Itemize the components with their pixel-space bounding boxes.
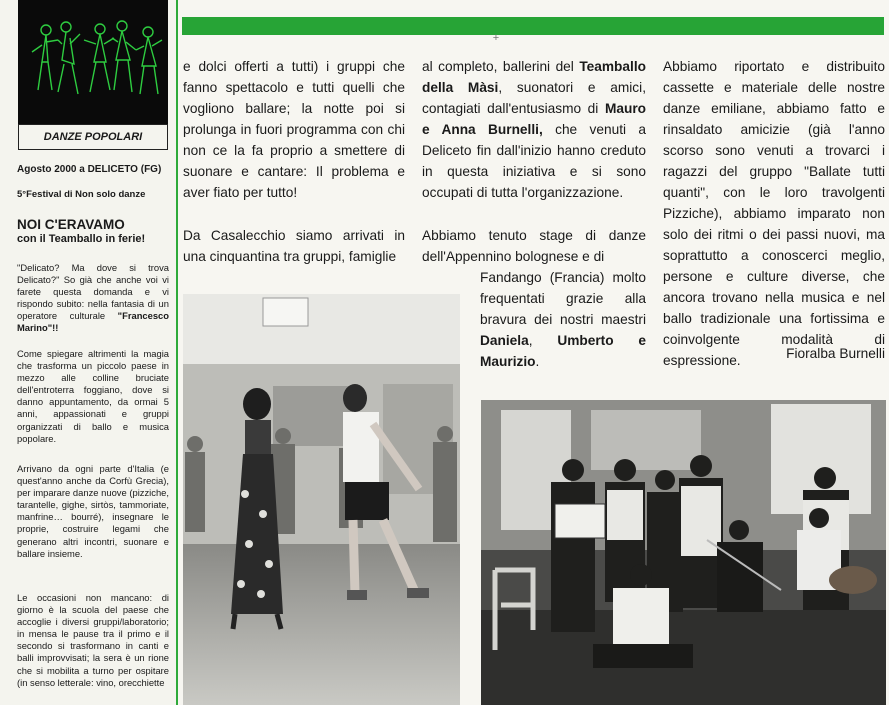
sidebar-divider xyxy=(176,0,178,705)
sidebar-paragraph-1-text: "Delicato? Ma dove si trova Delicato?" So già che anche voi vi farete questa domanda e vi rispondo subito: nella fantasia di un operatore culturale xyxy=(17,262,169,322)
column2-p1-part-a: al completo, ballerini del xyxy=(422,59,580,74)
column2-paragraph-1 xyxy=(422,56,646,203)
sidebar-paragraph-2: Come spiegare altrimenti la magia che trasforma un piccolo paese in mezzo alle colline bruciate dell'entroterra foggiano, dove si danno appuntamento, da ormai 5 anni, appassionati e gruppi organizzati di ballo e musica popolare. xyxy=(17,348,169,444)
column2-p2-teacher-2: Umberto xyxy=(557,333,614,348)
column2-p2-sep-1: , xyxy=(528,333,558,348)
section-label: DANZE POPOLARI xyxy=(18,124,168,150)
article-subheadline: con il Teamballo in ferie! xyxy=(17,233,146,245)
sidebar-paragraph-1 xyxy=(17,262,169,335)
column2-p1-group-name: Teamballo della Màsi xyxy=(422,59,646,95)
column2-p2-end: . xyxy=(535,354,540,369)
column2-paragraph-2-bottom xyxy=(480,267,646,372)
column2-p1-part-e: che venuti a Deliceto fin dall'inizio hanno creduto in questa iniziativa e si sono occupati di tutta l'organizzazione. xyxy=(422,122,646,200)
dancing-couples-logo-icon xyxy=(18,0,168,124)
column2-p1-organizers: Mauro e Anna Burnelli, xyxy=(422,101,646,137)
article-headline: NOI C'ERAVAMO xyxy=(17,217,125,232)
sidebar-paragraph-1-name: "Francesco Marino"!! xyxy=(17,310,169,334)
musicians-group-photo-icon xyxy=(481,400,886,705)
registration-mark: + xyxy=(492,32,500,44)
column3-paragraph-1: Abbiamo riportato e distribuito cassette e materiale delle nostre danze emiliane, abbiamo fatto e rinsaldato amicizie (già l'anno scorso sono venuti a trovarci i ragazzi del gruppo "Ballate tutti quanti", con le loro travolgenti Pizziche), abbiamo imparato non solo dei ritmi o dei passi nuovi, ma soprattutto a conoscerci meglio, persone e culture diverse, che ancora trovano nella musica e nel ballo tradizionale una fortissima e coinvolgente modalità di espressione. xyxy=(663,59,885,368)
column2-p2-part-b: Fandango (Francia) molto frequentati grazie alla bravura dei nostri maestri xyxy=(480,270,646,327)
date-line: Agosto 2000 a DELICETO (FG) xyxy=(17,164,162,175)
sidebar-paragraph-4: Le occasioni non mancano: di giorno è la scuola del paese che accoglie i diversi gruppi/laboratorio; in mensa le pause tra il primo e il secondo si trasformano in canti e balli improvvisati; la sera è un rione che si mobilita a turno per ospitare (in senso letterale: vino, orecchiette xyxy=(17,592,169,688)
sidebar-paragraph-3: Arrivano da ogni parte d'Italia (e quest'anno anche da Corfù Grecia), per imparare danze nuove (pizziche, tarantelle, gighe, sirtòs, tammoriate, manfrine… bourré), insegnare le proprie, costruire legami che generano altri incontri, suonare e ballare insieme. xyxy=(17,463,169,559)
author-signature: Fioralba Burnelli xyxy=(786,346,885,361)
column2-paragraph-2-top: Abbiamo tenuto stage di danze dell'Appennino bolognese e di xyxy=(422,228,646,264)
festival-line: 5°Festival di Non solo danze xyxy=(17,189,146,200)
column1-paragraph-2: Da Casalecchio siamo arrivati in una cinquantina tra gruppi, famiglie xyxy=(183,228,405,264)
column2-p2-teacher-1: Daniela xyxy=(480,333,529,348)
top-green-bar xyxy=(182,17,884,35)
column2-p2-sep-2: e xyxy=(613,333,647,348)
column1-paragraph-1: e dolci offerti a tutti) i gruppi che fanno spettacolo e tutti quelli che vogliono ballare; la notte poi si prolunga in fuori programma con chi non ce la fa proprio a smettere di suonare e cantare: Il problema e aver fiato per tutto! xyxy=(183,59,405,200)
column2-p2-teacher-3: Maurizio xyxy=(480,354,536,369)
column2-p1-part-c: , suonatori e amici, contagiati dall'entusiasmo di xyxy=(422,80,646,116)
dancing-couple-photo-icon xyxy=(183,294,460,705)
